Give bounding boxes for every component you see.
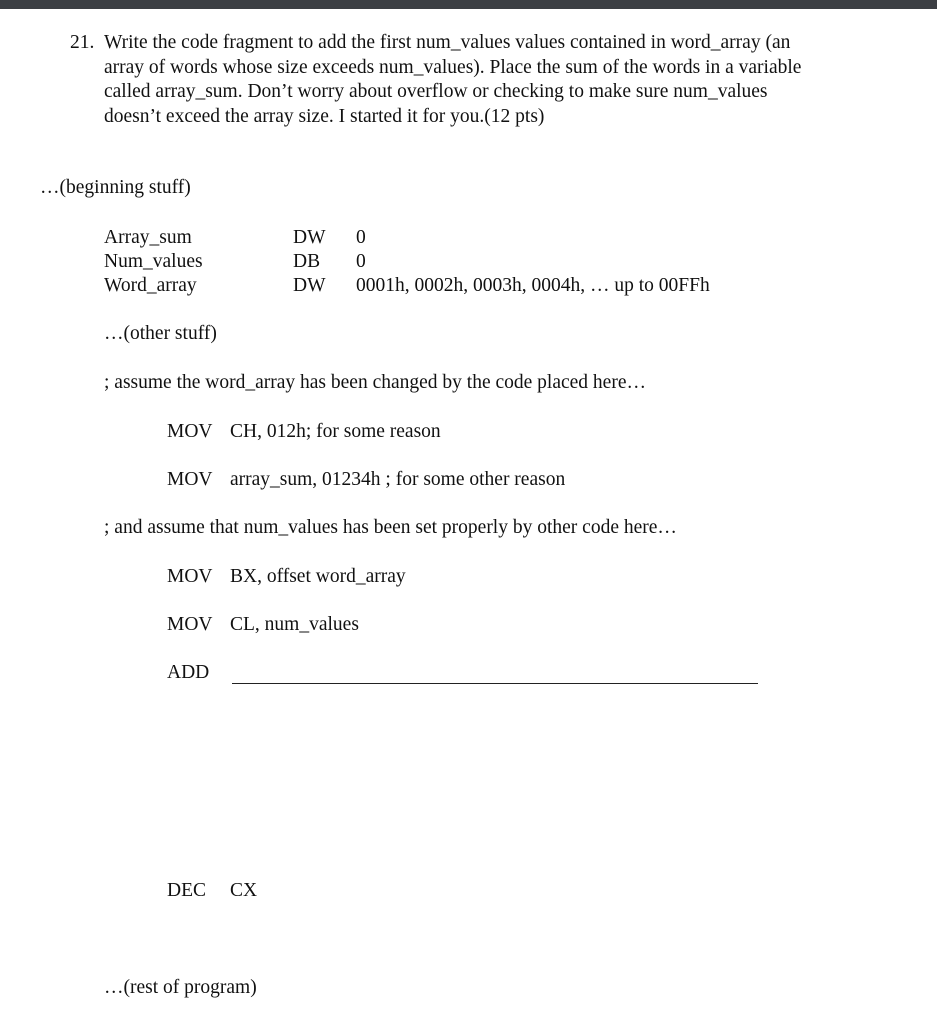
decl-value: 0001h, 0002h, 0003h, 0004h, … up to 00FFh <box>356 275 710 296</box>
decl-directive: DW <box>293 227 326 248</box>
code-comment: ; and assume that num_values has been set properly by other code here… <box>104 517 677 538</box>
instruction-op: MOV <box>167 421 213 442</box>
question-text: Write the code fragment to add the first num_values values contained in word_array (an array of words whose size exceeds num_values). Place the sum of the words in a variable called array_sum. Don’t worry about overflow or checking to make sure num_values doesn’t exceed the array size. I started it for you.(12 pts) <box>104 32 802 127</box>
instruction-op: DEC <box>167 880 206 901</box>
instruction-op: MOV <box>167 566 213 587</box>
instruction-op: ADD <box>167 662 210 683</box>
beginning-stuff-label: …(beginning stuff) <box>40 177 191 198</box>
decl-value: 0 <box>356 251 366 272</box>
viewer-top-bar <box>0 0 937 9</box>
instruction-op: MOV <box>167 614 213 635</box>
decl-directive: DB <box>293 251 321 272</box>
code-comment: ; assume the word_array has been changed by the code placed here… <box>104 372 646 393</box>
question-number: 21. <box>70 32 95 53</box>
instruction-args: CL, num_values <box>230 614 359 635</box>
instruction-args: CH, 012h; for some reason <box>230 421 441 442</box>
instruction-op: MOV <box>167 469 213 490</box>
decl-name: Word_array <box>104 275 197 296</box>
answer-blank-line <box>232 683 758 684</box>
rest-of-program-label: …(rest of program) <box>104 977 257 998</box>
other-stuff-label: …(other stuff) <box>104 323 217 344</box>
decl-name: Array_sum <box>104 227 192 248</box>
instruction-args: array_sum, 01234h ; for some other reason <box>230 469 566 490</box>
decl-value: 0 <box>356 227 366 248</box>
instruction-args: BX, offset word_array <box>230 566 406 587</box>
instruction-args: CX <box>230 880 258 901</box>
decl-directive: DW <box>293 275 326 296</box>
decl-name: Num_values <box>104 251 203 272</box>
